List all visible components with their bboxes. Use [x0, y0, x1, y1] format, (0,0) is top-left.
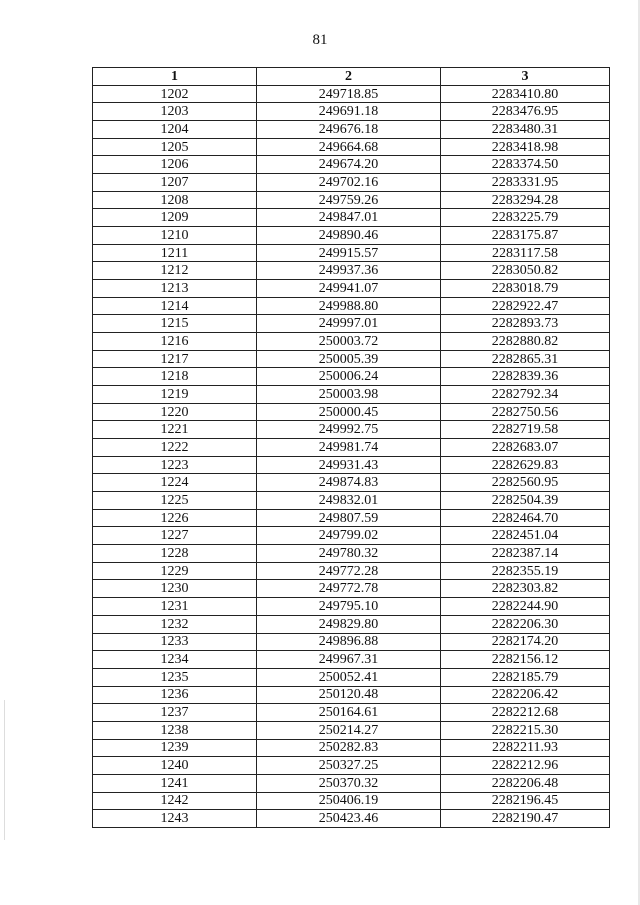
point-number-cell: 1213	[93, 280, 257, 298]
point-number-cell: 1202	[93, 85, 257, 103]
table-row	[93, 386, 610, 404]
y-coordinate-cell: 2282451.04	[441, 527, 610, 545]
point-number-cell: 1203	[93, 103, 257, 121]
point-number-cell: 1206	[93, 156, 257, 174]
table-row	[93, 174, 610, 192]
table-row	[93, 810, 610, 828]
y-coordinate-cell: 2283476.95	[441, 103, 610, 121]
y-coordinate-cell: 2282922.47	[441, 297, 610, 315]
y-coordinate-cell: 2282156.12	[441, 651, 610, 669]
table-row	[93, 598, 610, 616]
x-coordinate-cell: 249992.75	[257, 421, 441, 439]
x-coordinate-cell: 249981.74	[257, 439, 441, 457]
y-coordinate-cell: 2282206.48	[441, 774, 610, 792]
point-number-cell: 1209	[93, 209, 257, 227]
x-coordinate-cell: 249941.07	[257, 280, 441, 298]
table-row	[93, 492, 610, 510]
x-coordinate-cell: 250052.41	[257, 668, 441, 686]
x-coordinate-cell: 249937.36	[257, 262, 441, 280]
y-coordinate-cell: 2282719.58	[441, 421, 610, 439]
y-coordinate-cell: 2283418.98	[441, 138, 610, 156]
point-number-cell: 1208	[93, 191, 257, 209]
table-row	[93, 297, 610, 315]
x-coordinate-cell: 250120.48	[257, 686, 441, 704]
y-coordinate-cell: 2282244.90	[441, 598, 610, 616]
table-row	[93, 668, 610, 686]
x-coordinate-cell: 250164.61	[257, 704, 441, 722]
point-number-cell: 1210	[93, 227, 257, 245]
point-number-cell: 1212	[93, 262, 257, 280]
y-coordinate-cell: 2283480.31	[441, 121, 610, 139]
y-coordinate-cell: 2283294.28	[441, 191, 610, 209]
x-coordinate-cell: 249795.10	[257, 598, 441, 616]
y-coordinate-cell: 2282560.95	[441, 474, 610, 492]
table-row	[93, 368, 610, 386]
table-row	[93, 562, 610, 580]
point-number-cell: 1239	[93, 739, 257, 757]
point-number-cell: 1223	[93, 456, 257, 474]
point-number-cell: 1238	[93, 721, 257, 739]
x-coordinate-cell: 249676.18	[257, 121, 441, 139]
y-coordinate-cell: 2282206.42	[441, 686, 610, 704]
x-coordinate-cell: 249664.68	[257, 138, 441, 156]
point-number-cell: 1242	[93, 792, 257, 810]
x-coordinate-cell: 249874.83	[257, 474, 441, 492]
y-coordinate-cell: 2282212.68	[441, 704, 610, 722]
point-number-cell: 1214	[93, 297, 257, 315]
table-row	[93, 474, 610, 492]
table-row	[93, 792, 610, 810]
x-coordinate-cell: 250370.32	[257, 774, 441, 792]
x-coordinate-cell: 249931.43	[257, 456, 441, 474]
point-number-cell: 1237	[93, 704, 257, 722]
table-body	[93, 85, 610, 827]
y-coordinate-cell: 2283050.82	[441, 262, 610, 280]
point-number-cell: 1229	[93, 562, 257, 580]
table-row	[93, 191, 610, 209]
table-row	[93, 739, 610, 757]
table-row	[93, 244, 610, 262]
point-number-cell: 1231	[93, 598, 257, 616]
y-coordinate-cell: 2282196.45	[441, 792, 610, 810]
point-number-cell: 1243	[93, 810, 257, 828]
point-number-cell: 1204	[93, 121, 257, 139]
table-row	[93, 421, 610, 439]
y-coordinate-cell: 2282174.20	[441, 633, 610, 651]
point-number-cell: 1240	[93, 757, 257, 775]
point-number-cell: 1230	[93, 580, 257, 598]
table-row	[93, 315, 610, 333]
y-coordinate-cell: 2282185.79	[441, 668, 610, 686]
table-row	[93, 527, 610, 545]
x-coordinate-cell: 249997.01	[257, 315, 441, 333]
point-number-cell: 1226	[93, 509, 257, 527]
y-coordinate-cell: 2282387.14	[441, 545, 610, 563]
x-coordinate-cell: 250000.45	[257, 403, 441, 421]
point-number-cell: 1211	[93, 244, 257, 262]
table-row	[93, 545, 610, 563]
y-coordinate-cell: 2282464.70	[441, 509, 610, 527]
table-row	[93, 580, 610, 598]
table-row	[93, 439, 610, 457]
table-row	[93, 633, 610, 651]
x-coordinate-cell: 250327.25	[257, 757, 441, 775]
y-coordinate-cell: 2282211.93	[441, 739, 610, 757]
x-coordinate-cell: 250006.24	[257, 368, 441, 386]
point-number-cell: 1216	[93, 333, 257, 351]
x-coordinate-cell: 249702.16	[257, 174, 441, 192]
y-coordinate-cell: 2282792.34	[441, 386, 610, 404]
y-coordinate-cell: 2282303.82	[441, 580, 610, 598]
y-coordinate-cell: 2283175.87	[441, 227, 610, 245]
point-number-cell: 1219	[93, 386, 257, 404]
y-coordinate-cell: 2282190.47	[441, 810, 610, 828]
y-coordinate-cell: 2282355.19	[441, 562, 610, 580]
x-coordinate-cell: 250423.46	[257, 810, 441, 828]
table-row	[93, 103, 610, 121]
y-coordinate-cell: 2282893.73	[441, 315, 610, 333]
table-row	[93, 262, 610, 280]
x-coordinate-cell: 249718.85	[257, 85, 441, 103]
table-row	[93, 686, 610, 704]
x-coordinate-cell: 249988.80	[257, 297, 441, 315]
table-row	[93, 757, 610, 775]
x-coordinate-cell: 249674.20	[257, 156, 441, 174]
table-header-row	[93, 68, 610, 86]
header-col-1: 1	[93, 68, 257, 86]
y-coordinate-cell: 2282504.39	[441, 492, 610, 510]
x-coordinate-cell: 249759.26	[257, 191, 441, 209]
y-coordinate-cell: 2282750.56	[441, 403, 610, 421]
x-coordinate-cell: 249847.01	[257, 209, 441, 227]
table-row	[93, 209, 610, 227]
point-number-cell: 1234	[93, 651, 257, 669]
point-number-cell: 1217	[93, 350, 257, 368]
point-number-cell: 1225	[93, 492, 257, 510]
point-number-cell: 1224	[93, 474, 257, 492]
x-coordinate-cell: 250282.83	[257, 739, 441, 757]
y-coordinate-cell: 2283374.50	[441, 156, 610, 174]
y-coordinate-cell: 2283410.80	[441, 85, 610, 103]
point-number-cell: 1218	[93, 368, 257, 386]
x-coordinate-cell: 249691.18	[257, 103, 441, 121]
point-number-cell: 1221	[93, 421, 257, 439]
y-coordinate-cell: 2282212.96	[441, 757, 610, 775]
table-row	[93, 509, 610, 527]
x-coordinate-cell: 249915.57	[257, 244, 441, 262]
x-coordinate-cell: 250005.39	[257, 350, 441, 368]
y-coordinate-cell: 2282215.30	[441, 721, 610, 739]
point-number-cell: 1220	[93, 403, 257, 421]
x-coordinate-cell: 249772.28	[257, 562, 441, 580]
table-row	[93, 704, 610, 722]
x-coordinate-cell: 249832.01	[257, 492, 441, 510]
x-coordinate-cell: 249772.78	[257, 580, 441, 598]
table-row	[93, 721, 610, 739]
y-coordinate-cell: 2283331.95	[441, 174, 610, 192]
coordinates-table	[92, 67, 610, 828]
y-coordinate-cell: 2282683.07	[441, 439, 610, 457]
x-coordinate-cell: 249799.02	[257, 527, 441, 545]
table-row	[93, 280, 610, 298]
table-row	[93, 333, 610, 351]
x-coordinate-cell: 249967.31	[257, 651, 441, 669]
point-number-cell: 1232	[93, 615, 257, 633]
table-row	[93, 156, 610, 174]
point-number-cell: 1241	[93, 774, 257, 792]
x-coordinate-cell: 249896.88	[257, 633, 441, 651]
x-coordinate-cell: 249780.32	[257, 545, 441, 563]
y-coordinate-cell: 2282206.30	[441, 615, 610, 633]
point-number-cell: 1207	[93, 174, 257, 192]
table-row	[93, 138, 610, 156]
y-coordinate-cell: 2282629.83	[441, 456, 610, 474]
table-row	[93, 121, 610, 139]
table-row	[93, 350, 610, 368]
point-number-cell: 1205	[93, 138, 257, 156]
table-row	[93, 774, 610, 792]
x-coordinate-cell: 250406.19	[257, 792, 441, 810]
point-number-cell: 1236	[93, 686, 257, 704]
table-row	[93, 615, 610, 633]
point-number-cell: 1228	[93, 545, 257, 563]
y-coordinate-cell: 2282839.36	[441, 368, 610, 386]
point-number-cell: 1233	[93, 633, 257, 651]
y-coordinate-cell: 2282865.31	[441, 350, 610, 368]
y-coordinate-cell: 2283225.79	[441, 209, 610, 227]
table-row	[93, 651, 610, 669]
x-coordinate-cell: 250214.27	[257, 721, 441, 739]
y-coordinate-cell: 2283018.79	[441, 280, 610, 298]
table-row	[93, 85, 610, 103]
y-coordinate-cell: 2283117.58	[441, 244, 610, 262]
table-row	[93, 227, 610, 245]
point-number-cell: 1235	[93, 668, 257, 686]
y-coordinate-cell: 2282880.82	[441, 333, 610, 351]
scan-edge-left	[4, 700, 5, 840]
x-coordinate-cell: 249829.80	[257, 615, 441, 633]
header-col-3: 3	[441, 68, 610, 86]
x-coordinate-cell: 250003.72	[257, 333, 441, 351]
x-coordinate-cell: 249890.46	[257, 227, 441, 245]
point-number-cell: 1222	[93, 439, 257, 457]
point-number-cell: 1227	[93, 527, 257, 545]
table-row	[93, 456, 610, 474]
header-col-2: 2	[257, 68, 441, 86]
page-number: 81	[312, 32, 328, 48]
x-coordinate-cell: 249807.59	[257, 509, 441, 527]
point-number-cell: 1215	[93, 315, 257, 333]
x-coordinate-cell: 250003.98	[257, 386, 441, 404]
table-row	[93, 403, 610, 421]
